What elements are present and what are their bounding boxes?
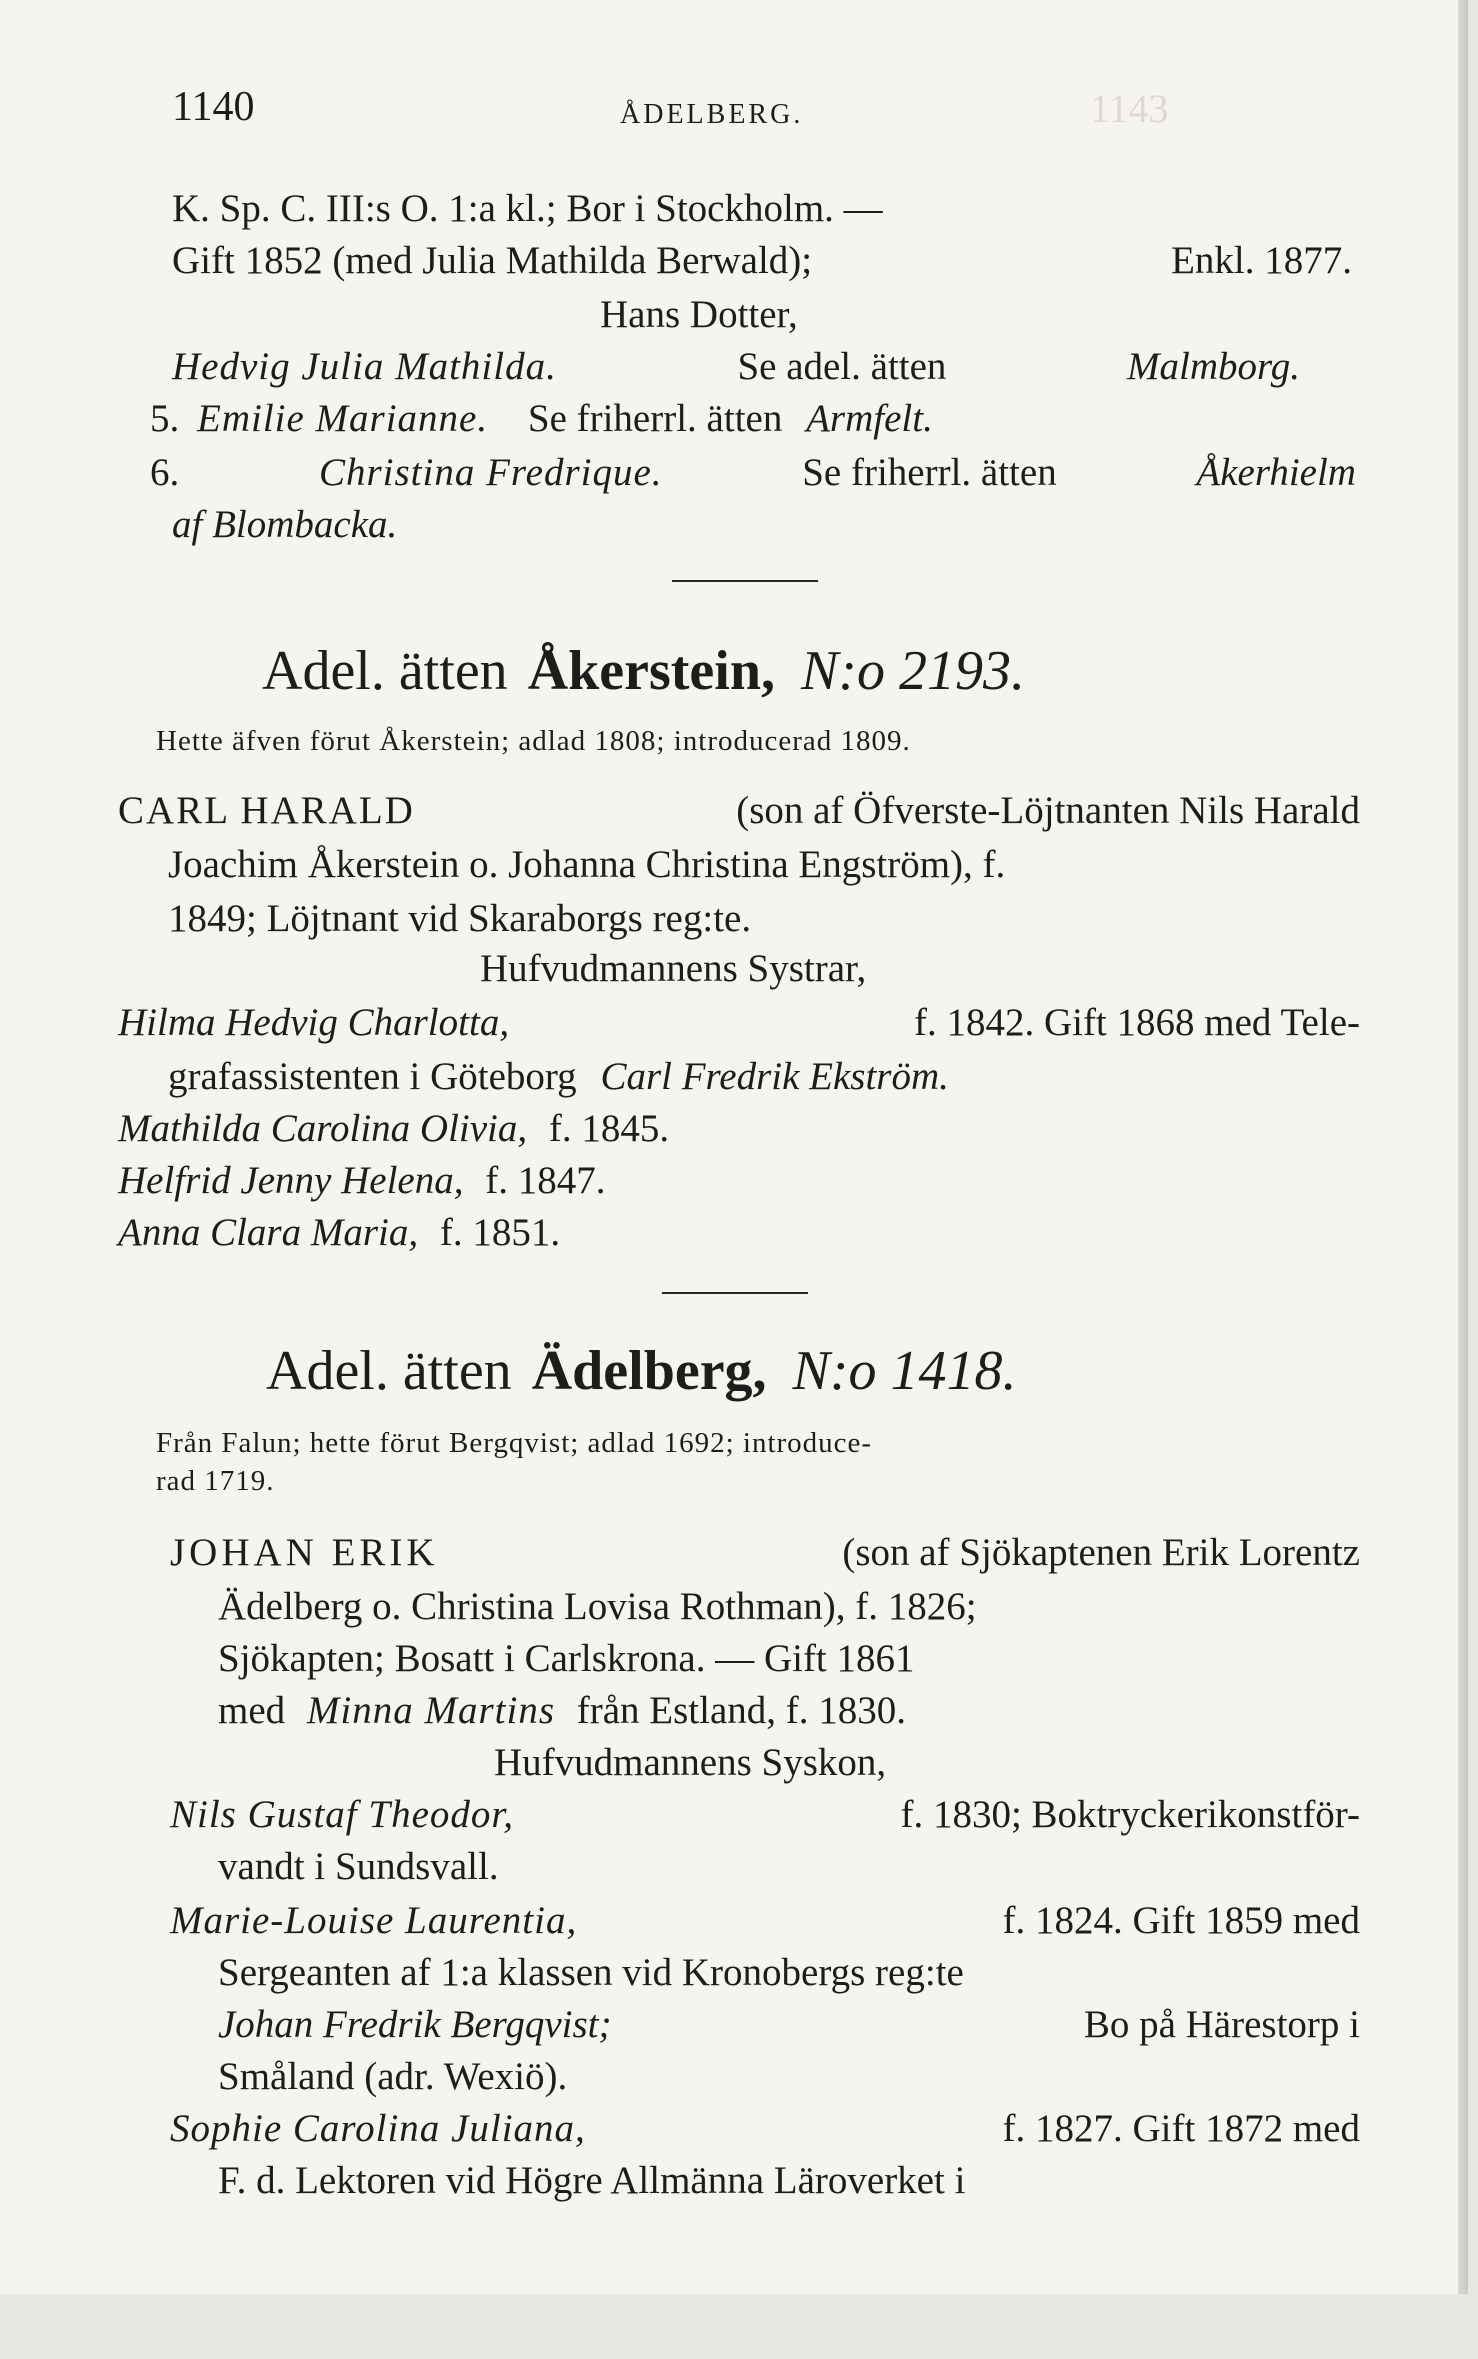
running-title: ÅDELBERG. — [620, 99, 804, 130]
family-subtitle: Från Falun; hette förut Bergqvist; adlad 1692; introduce- — [156, 1427, 873, 1459]
text-line: Nils Gustaf Theodor, f. 1830; Boktryckerikonstför- — [170, 1790, 1360, 1840]
text-line: Sjökapten; Bosatt i Carlskrona. — Gift 1861 — [218, 1637, 915, 1680]
text-line: Småland (adr. Wexiö). — [218, 2055, 568, 2098]
page-edge — [1458, 0, 1468, 2294]
family-name: Ädelberg, — [531, 1340, 767, 1402]
family-name: Åkerstein, — [527, 640, 775, 702]
text-line: Hilma Hedvig Charlotta, f. 1842. Gift 1868 med Tele- — [118, 998, 1360, 1048]
house-name: Malmborg. — [1127, 345, 1300, 388]
person-name: Nils Gustaf Theodor, — [170, 1793, 514, 1836]
text-line: Hedvig Julia Mathilda. Se adel. ätten Malmborg. — [172, 342, 1300, 392]
text-line: Mathilda Carolina Olivia, f. 1845. — [118, 1107, 670, 1150]
person-name: Hilma Hedvig Charlotta, — [118, 1001, 510, 1044]
text-line: Marie-Louise Laurentia, f. 1824. Gift 1859 med — [170, 1896, 1360, 1946]
person-name: Marie-Louise Laurentia, — [170, 1899, 578, 1942]
person-name: Minna Martins — [306, 1689, 555, 1732]
text-line: grafassistenten i Göteborg Carl Fredrik Ekström. — [168, 1055, 949, 1098]
person-name: Anna Clara Maria, — [118, 1211, 419, 1254]
person-name: Sophie Carolina Juliana, — [170, 2107, 586, 2150]
person-name: Helfrid Jenny Helena, — [118, 1159, 464, 1202]
text-line: Sophie Carolina Juliana, f. 1827. Gift 1872 med — [170, 2104, 1360, 2154]
section-divider — [662, 1292, 808, 1294]
show-through-page-number: 1143 — [1090, 86, 1169, 131]
section-label: Hufvudmannens Systrar, — [480, 947, 867, 990]
family-heading: Adel. ätten Ädelberg, N:o 1418. — [266, 1340, 1017, 1402]
house-name: Armfelt. — [806, 397, 933, 440]
head-of-family-name: JOHAN ERIK — [170, 1531, 439, 1574]
family-heading: Adel. ätten Åkerstein, N:o 2193. — [262, 640, 1025, 702]
text-line: Joachim Åkerstein o. Johanna Christina Engström), f. — [168, 843, 1006, 886]
text-line: Gift 1852 (med Julia Mathilda Berwald); Enkl. 1877. — [172, 239, 1352, 282]
house-name: Åkerhielm — [1196, 451, 1356, 494]
text-line: 5. Emilie Marianne. Se friherrl. ätten Armfelt. — [150, 397, 933, 440]
text-line: med Minna Martins från Estland, f. 1830. — [218, 1689, 907, 1732]
person-name: Christina Fredrique. — [318, 451, 663, 494]
text-line: vandt i Sundsvall. — [218, 1845, 499, 1888]
text-line: af Blombacka. — [172, 503, 398, 546]
text-line: Sergeanten af 1:a klassen vid Kronobergs reg:te — [218, 1951, 964, 1994]
section-divider — [672, 580, 818, 582]
text-line: Anna Clara Maria, f. 1851. — [118, 1211, 561, 1254]
text-line: 1849; Löjtnant vid Skaraborgs reg:te. — [168, 897, 752, 940]
text-line: Helfrid Jenny Helena, f. 1847. — [118, 1159, 606, 1202]
head-of-family-name: CARL HARALD — [118, 789, 415, 832]
section-label: Hufvudmannens Syskon, — [494, 1741, 887, 1784]
text-line: F. d. Lektoren vid Högre Allmänna Läroverket i — [218, 2159, 966, 2202]
person-name: Emilie Marianne. — [197, 397, 489, 440]
person-name: Hedvig Julia Mathilda. — [172, 345, 557, 388]
text-line: CARL HARALD (son af Öfverste-Löjtnanten Nils Harald — [118, 786, 1360, 836]
text-line: Johan Fredrik Bergqvist; Bo på Härestorp i — [218, 2000, 1360, 2050]
family-subtitle: rad 1719. — [156, 1465, 275, 1497]
section-label: Hans Dotter, — [600, 293, 798, 336]
person-name: Mathilda Carolina Olivia, — [118, 1107, 528, 1150]
family-subtitle: Hette äfven förut Åkerstein; adlad 1808; introducerad 1809. — [156, 725, 911, 757]
text-line: K. Sp. C. III:s O. 1:a kl.; Bor i Stockholm. — — [172, 187, 883, 230]
family-number: N:o 2193. — [800, 640, 1025, 702]
text-line: 6. Christina Fredrique. Se friherrl. ätten Åkerhielm — [150, 448, 1356, 498]
person-name: Johan Fredrik Bergqvist; — [218, 2003, 612, 2046]
person-name: Carl Fredrik Ekström. — [600, 1055, 949, 1098]
text-line: Ädelberg o. Christina Lovisa Rothman), f. 1826; — [218, 1585, 977, 1628]
text-line: JOHAN ERIK (son af Sjökaptenen Erik Lorentz — [170, 1528, 1360, 1578]
page-number: 1140 — [172, 84, 255, 130]
family-number: N:o 1418. — [792, 1340, 1017, 1402]
